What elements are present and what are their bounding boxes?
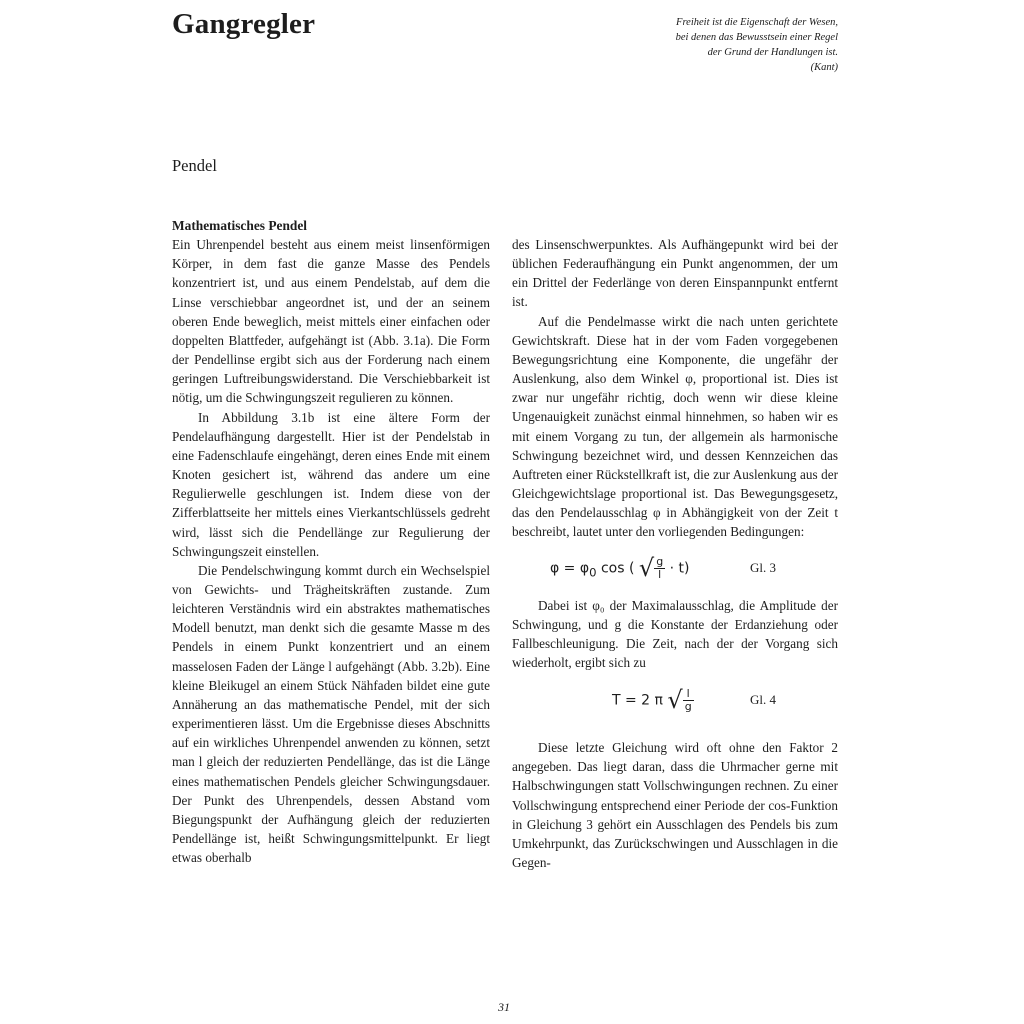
fraction-numerator: l <box>683 688 694 701</box>
paragraph: Auf die Pendelmasse wirkt die nach unten gerichtete Gewichtskraft. Diese hat in der vom Faden vorgegebenen Bewegungsrichtung eine Komponente, die ungefähr der Auslenkung, also dem Winkel φ, proportional ist. Dies ist zwar nur ungefähr richtig, doch wenn wir diese kleine Ungenauigkeit zunächst einmal hinnehmen, so haben wir es mit einem Vorgang zu tun, der allgemein als harmonische Schwingung bezeichnet wird, und dessen Kennzeichen das Auftreten einer Rückstellkraft ist, die zur Auslenkung aus der Gleichgewichtslage proportional ist. Das Bewegungsgesetz, das den Pendelausschlag φ in Abhängigkeit von der Zeit t beschreibt, lautet unter den vorliegenden Bedingungen: <box>512 313 838 540</box>
right-column <box>512 235 838 872</box>
fraction-denominator: l <box>658 567 662 581</box>
epigraph <box>578 15 838 75</box>
chapter-title: Gangregler <box>172 8 316 40</box>
left-column <box>172 216 490 867</box>
epigraph-line: der Grund der Handlungen ist. <box>707 47 838 58</box>
paragraph: Ein Uhrenpendel besteht aus einem meist linsenförmigen Körper, in dem fast die ganze Masse des Pendels konzentriert ist, und aus einem Pendelstab, auf dem die Linse verschiebbar angeordnet ist, und der an seinem oberen Ende beweglich, meist mittels einer einfachen oder doppelten Blattfeder, aufgehängt ist (Abb. 3.1a). Die Form der Pendellinse ergibt sich aus der Forderung nach einem geringen Luftreibungswiderstand. Die Verschiebbarkeit ist nötig, um die Schwingungszeit regulieren zu können. <box>172 237 490 406</box>
eq-subscript: 0 <box>589 564 597 579</box>
sqrt-icon: √ <box>667 686 683 715</box>
page-number: 31 <box>498 1000 510 1014</box>
fraction <box>654 556 665 581</box>
eq-tail: · t) <box>665 560 690 576</box>
epigraph-line: bei denen das Bewusstsein einer Regel <box>675 32 838 43</box>
equation-body <box>550 553 690 582</box>
eq-func: cos ( <box>596 560 635 576</box>
equation-label: Gl. 3 <box>750 559 776 575</box>
paragraph: Diese letzte Gleichung wird oft ohne den Faktor 2 angegeben. Das liegt daran, dass die Uhrmacher gerne mit Halbschwingungen statt Vollschwingungen rechnen. Zu einer Vollschwingung entsprechend einer Periode der cos-Funktion in Gleichung 3 gehört ein Ausschlagen des Pendels bis zum Umkehrpunkt, das Zurückschwingen und Ausschlagen in die Gegen- <box>512 740 838 871</box>
paragraph: Dabei ist φ₀ der Maximalausschlag, die Amplitude der Schwingung, und g die Konstante der Erdanziehung oder Fallbeschleunigung. Die Zeit, nach der der Vorgang sich wiederholt, ergibt sich zu <box>512 597 838 670</box>
section-title: Pendel <box>172 156 217 175</box>
equation-4 <box>512 680 838 730</box>
subsection-title: Mathematisches Pendel <box>172 218 307 233</box>
equation-3 <box>512 548 838 592</box>
fraction-denominator: g <box>684 700 692 714</box>
epigraph-line: Freiheit ist die Eigenschaft der Wesen, <box>676 17 838 28</box>
equation-label: Gl. 4 <box>750 692 776 708</box>
eq-lhs: T = 2 π <box>612 692 663 709</box>
epigraph-attribution: (Kant) <box>810 62 838 73</box>
fraction <box>683 688 694 713</box>
equation-body <box>612 688 694 713</box>
paragraph: des Linsenschwerpunktes. Als Aufhängepunkt wird bei der üblichen Federaufhängung ein Punkt angenommen, der um ein Drittel der Federlänge von deren Einspannpunkt entfernt ist. <box>512 237 838 310</box>
paragraph: Die Pendelschwingung kommt durch ein Wechselspiel von Gewichts- und Trägheitskräften zustande. Zum leichteren Verständnis wird ein abstraktes mathematisches Modell benutzt, man denkt sich die gesamte Masse m des Pendels in einem Punkt konzentriert und an einem masselosen Faden der Länge l aufgehängt (Abb. 3.2b). Eine kleine Bleikugel an einem Stück Nähfaden bildet eine gute Annäherung an das mathematische Pendel, mit der sich experimentieren lässt. Um die Ergebnisse dieses Abschnitts auf ein wirkliches Uhrenpendel anwenden zu können, setzt man l gleich der reduzierten Pendellänge, das ist die Länge eines mathematischen Pendels gleicher Schwingungsdauer. Der Punkt des Uhrenpendels, dessen Abstand vom Biegungspunkt der Aufhängung gleich der reduzierten Pendellänge ist, heißt Schwingungsmittelpunkt. Er liegt etwas oberhalb <box>172 562 490 866</box>
eq-lhs: φ = φ <box>550 560 590 576</box>
fraction-numerator: g <box>656 554 664 568</box>
paragraph: In Abbildung 3.1b ist eine ältere Form der Pendelaufhängung dargestellt. Hier ist der Pendelstab in eine Fadenschlaufe eingehängt, deren eines Ende mit einem Knoten gesichert ist, während das andere um eine Regulierwelle geschlungen ist. Indem diese von der Zifferblattseite her mittels eines Vierkantschlüssels gedreht wird, lässt sich die Pendellänge zur Regulierung der Schwingungszeit einstellen. <box>172 409 490 559</box>
sqrt-icon: √ <box>638 553 655 582</box>
